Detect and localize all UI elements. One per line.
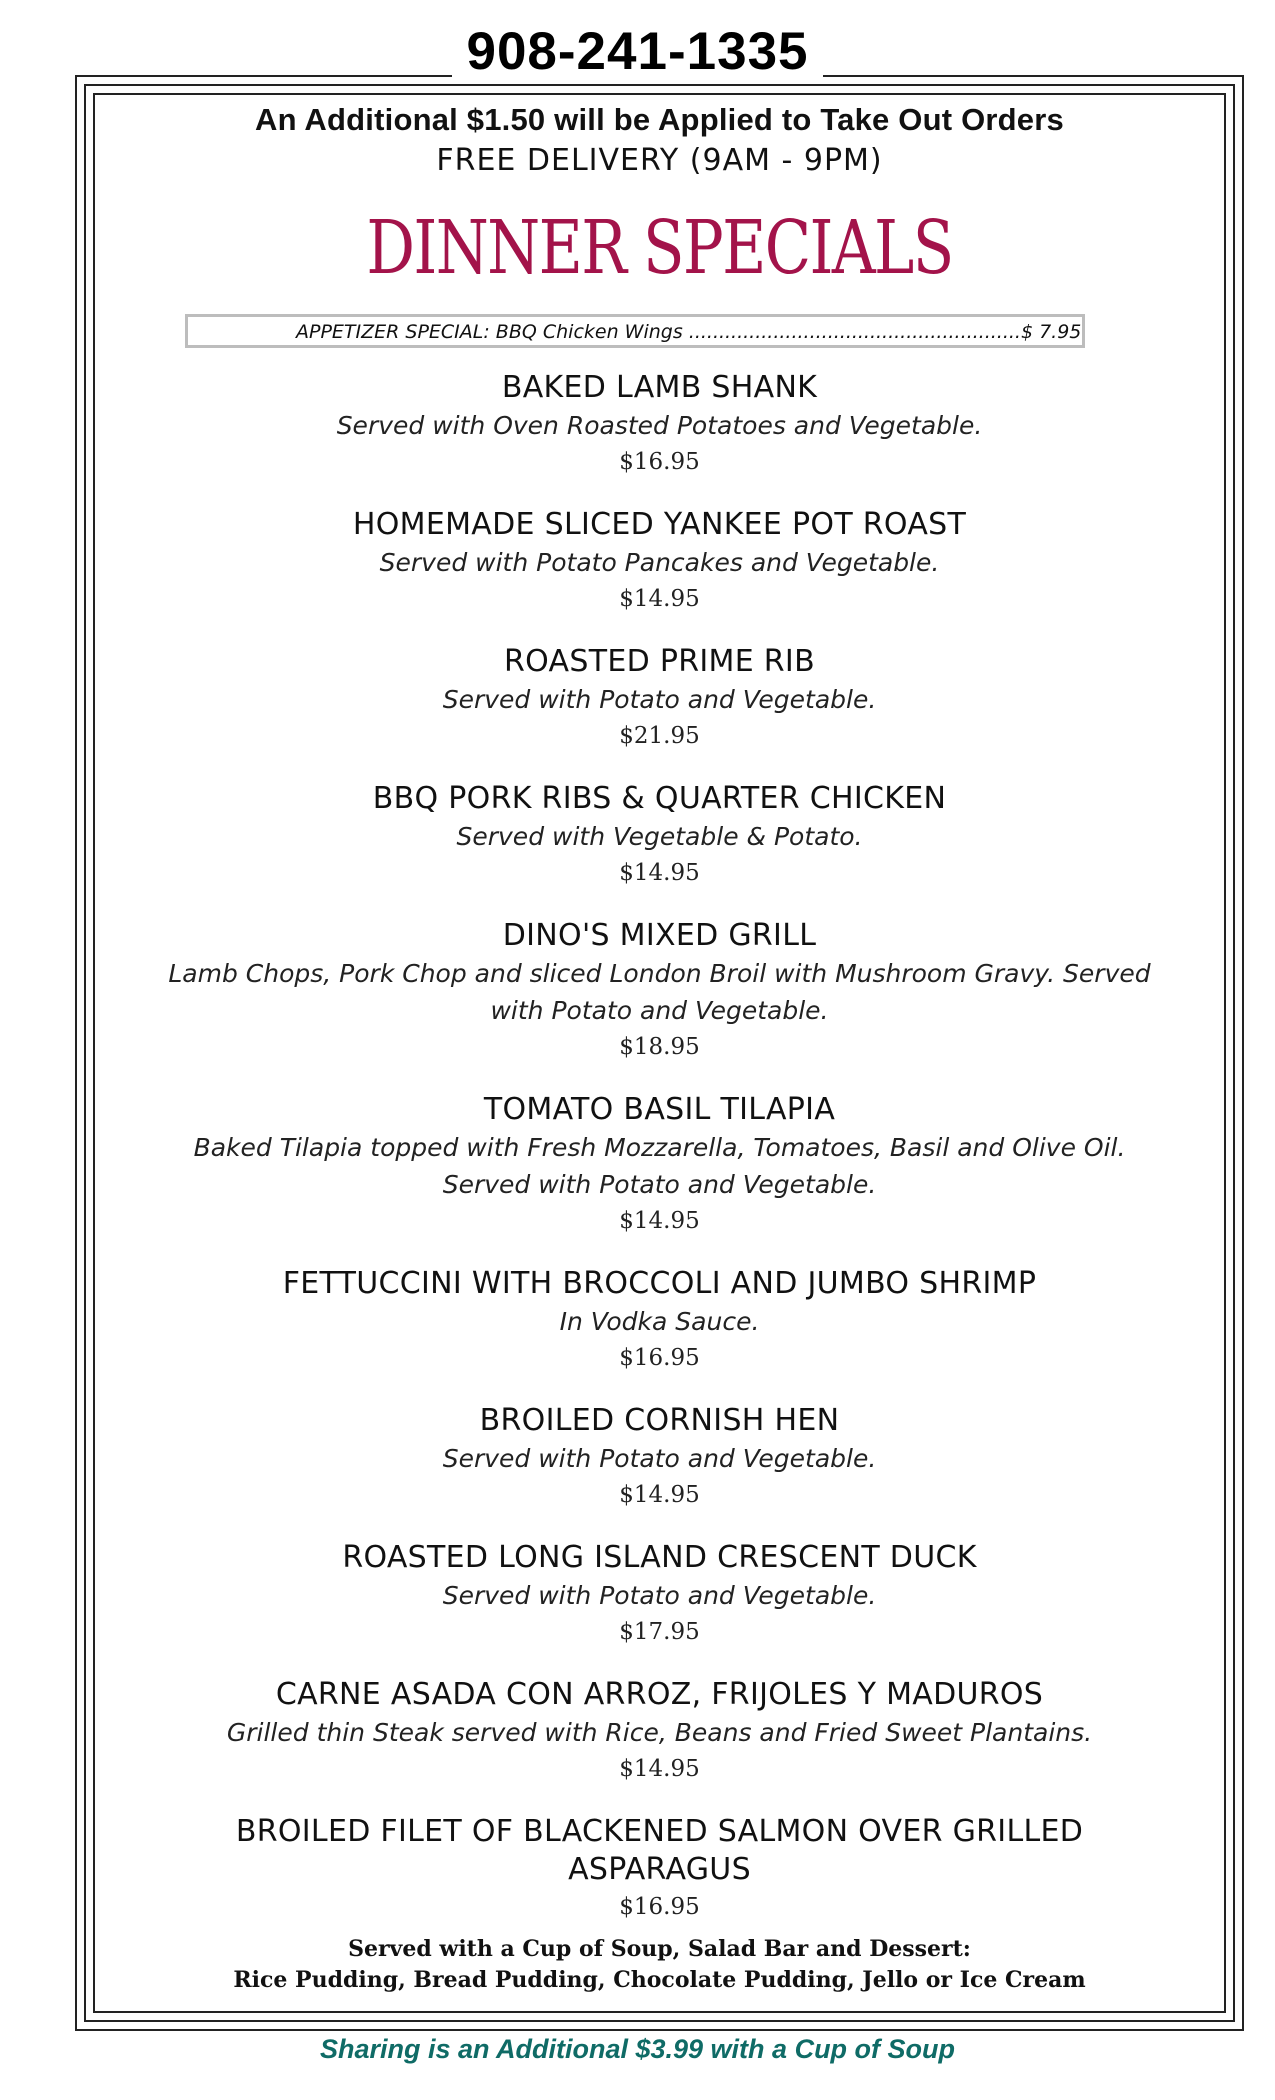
menu-item bbox=[95, 780, 1224, 891]
menu-item-price: $16.95 bbox=[619, 1894, 700, 1920]
menu-item-description: In Vodka Sauce. bbox=[559, 1307, 760, 1336]
menu-item-name: BROILED CORNISH HEN bbox=[479, 1403, 840, 1438]
menu-item-description: Served with Potato and Vegetable. bbox=[442, 685, 877, 714]
menu-item-price: $18.95 bbox=[619, 1034, 700, 1060]
menu-item-name: HOMEMADE SLICED YANKEE POT ROAST bbox=[352, 507, 967, 542]
menu-item-name: DINO'S MIXED GRILL bbox=[502, 918, 817, 953]
menu-item bbox=[95, 1091, 1224, 1239]
menu-item bbox=[95, 1539, 1224, 1650]
menu-item-price: $21.95 bbox=[619, 723, 700, 749]
menu-item-description: Served with Potato and Vegetable. bbox=[442, 1444, 877, 1473]
menu-item-name: FETTUCCINI WITH BROCCOLI AND JUMBO SHRIMP bbox=[282, 1266, 1037, 1301]
menu-item-name: TOMATO BASIL TILAPIA bbox=[483, 1092, 836, 1127]
menu-item-name: BBQ PORK RIBS & QUARTER CHICKEN bbox=[372, 781, 947, 816]
menu-item-name: ROASTED LONG ISLAND CRESCENT DUCK bbox=[342, 1540, 977, 1575]
menu-item-description: Served with Potato and Vegetable. bbox=[442, 1581, 877, 1610]
menu-item-description: Lamb Chops, Pork Chop and sliced London Broil with Mushroom Gravy. Served with Potato and Vegetable. bbox=[168, 959, 1151, 1025]
menu-item-description: Served with Potato Pancakes and Vegetable. bbox=[379, 548, 940, 577]
menu-item bbox=[95, 917, 1224, 1065]
served-with-line-1: Served with a Cup of Soup, Salad Bar and Dessert: bbox=[348, 1936, 971, 1962]
menu-item bbox=[95, 1265, 1224, 1376]
menu-item-price: $14.95 bbox=[619, 586, 700, 612]
served-with-note bbox=[95, 1934, 1224, 1996]
menu-item-price: $14.95 bbox=[619, 1756, 700, 1782]
menu-item bbox=[95, 1676, 1224, 1787]
appetizer-special-box bbox=[185, 314, 1085, 348]
served-with-line-2: Rice Pudding, Bread Pudding, Chocolate Pudding, Jello or Ice Cream bbox=[233, 1967, 1086, 1993]
phone-number-text: 908-241-1335 bbox=[452, 22, 822, 81]
appetizer-special-text: APPETIZER SPECIAL: BBQ Chicken Wings .......................................................$ 7.95 bbox=[296, 321, 1082, 343]
menu-item-name: CARNE ASADA CON ARROZ, FRIJOLES Y MADUROS bbox=[275, 1677, 1044, 1712]
menu-items-list bbox=[95, 369, 1224, 1951]
delivery-notice: FREE DELIVERY (9AM - 9PM) bbox=[436, 143, 883, 178]
menu-item bbox=[95, 1813, 1224, 1925]
menu-item-price: $14.95 bbox=[619, 1208, 700, 1234]
menu-item bbox=[95, 369, 1224, 480]
menu-item-description: Served with Vegetable & Potato. bbox=[456, 822, 863, 851]
menu-item-price: $17.95 bbox=[619, 1619, 700, 1645]
menu-item-price: $16.95 bbox=[619, 1345, 700, 1371]
menu-item bbox=[95, 1402, 1224, 1513]
menu-item bbox=[95, 506, 1224, 617]
menu-item-price: $14.95 bbox=[619, 1482, 700, 1508]
menu-item-name: BAKED LAMB SHANK bbox=[501, 370, 818, 405]
menu-item-description: Grilled thin Steak served with Rice, Beans and Fried Sweet Plantains. bbox=[226, 1718, 1093, 1747]
menu-item bbox=[95, 643, 1224, 754]
menu-item-name: BROILED FILET OF BLACKENED SALMON OVER GRILLED ASPARAGUS bbox=[235, 1814, 1084, 1887]
takeout-notice: An Additional $1.50 will be Applied to Take Out Orders bbox=[255, 102, 1064, 137]
menu-item-price: $14.95 bbox=[619, 860, 700, 886]
menu-title: DINNER SPECIALS bbox=[366, 205, 953, 291]
sharing-notice: Sharing is an Additional $3.99 with a Cup of Soup bbox=[319, 2034, 956, 2064]
menu-item-price: $16.95 bbox=[619, 449, 700, 475]
menu-item-description: Baked Tilapia topped with Fresh Mozzarella, Tomatoes, Basil and Olive Oil. Served with Potato and Vegetable. bbox=[193, 1133, 1126, 1199]
menu-item-name: ROASTED PRIME RIB bbox=[504, 644, 815, 679]
menu-item-description: Served with Oven Roasted Potatoes and Vegetable. bbox=[336, 411, 983, 440]
phone-number bbox=[0, 22, 1275, 82]
